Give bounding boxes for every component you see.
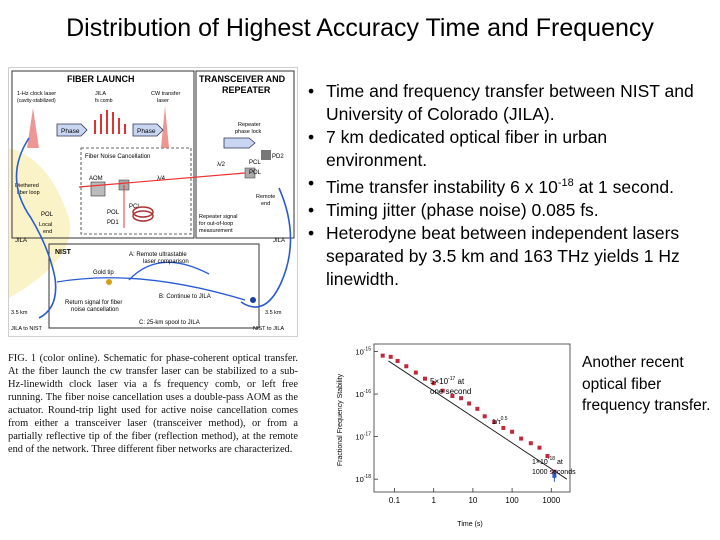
data-point xyxy=(483,414,487,418)
data-point xyxy=(423,377,427,381)
label-jila-to-nist: JILA to NIST xyxy=(11,326,42,332)
label-repeater-signal-3: measurement xyxy=(199,228,233,234)
label-continue-jila: B: Continue to JILA xyxy=(159,294,211,300)
label-phase-1: Phase xyxy=(61,128,80,135)
label-cw-laser: CW transfer xyxy=(151,91,181,97)
data-point xyxy=(467,402,471,406)
label-nist-to-jila: NIST to JILA xyxy=(253,326,285,332)
fiber-return-path xyxy=(57,278,245,300)
x-ticks xyxy=(389,488,561,505)
label-pcl-left: PCL xyxy=(129,204,141,210)
data-point xyxy=(381,354,385,358)
data-point xyxy=(396,359,400,363)
label-remote-end: Remote xyxy=(256,194,276,200)
data-point xyxy=(459,396,463,400)
junction-dot xyxy=(250,297,256,303)
data-point xyxy=(510,430,514,434)
label-repeater-lock-2: phase lock xyxy=(235,129,262,135)
data-point xyxy=(519,437,523,441)
y-tick-label: $10^{-17}$ xyxy=(355,431,371,442)
label-return-signal: Return signal for fiber xyxy=(65,300,123,306)
label-phase-2: Phase xyxy=(137,128,156,135)
label-km-left: 3.5 km xyxy=(11,310,28,316)
data-point xyxy=(537,446,541,450)
bullet-item xyxy=(306,199,701,222)
annotation-one-second-2: one second xyxy=(430,387,472,396)
label-pcl-right: PCL xyxy=(249,160,261,166)
label-lambda2: λ/2 xyxy=(217,162,226,168)
cw-laser-spectrum-icon xyxy=(161,106,169,148)
label-spool: C: 25-km spool to JILA xyxy=(139,320,200,326)
label-fiber-launch: FIBER LAUNCH xyxy=(67,74,135,84)
label-pol-local: POL xyxy=(41,212,54,218)
data-point xyxy=(501,426,505,430)
label-pd1: PD1 xyxy=(107,220,119,226)
label-fs-comb: fs comb xyxy=(95,98,113,104)
bullet-list xyxy=(306,80,701,291)
label-return-signal-2: noise cancellation xyxy=(71,307,119,313)
schematic-figure xyxy=(8,67,298,337)
pd2-detector xyxy=(261,150,271,160)
x-tick-label: 1 xyxy=(431,496,436,505)
label-clock-laser-sub: (cavity-stabilized) xyxy=(17,98,56,104)
label-repeater-signal: Repeater signal xyxy=(199,214,238,220)
label-jila-right: JILA xyxy=(273,238,286,244)
side-note: Another recent optical fiber frequency transfer. xyxy=(582,354,711,414)
data-point xyxy=(389,355,393,359)
bullet-text: Time and frequency transfer between NIST and University of Colorado (JILA). xyxy=(326,81,694,124)
x-tick-label: 10 xyxy=(468,496,478,505)
label-km-right: 3.5 km xyxy=(265,310,282,316)
schematic-diagram xyxy=(9,68,297,336)
data-point xyxy=(404,364,408,368)
x-axis-label: Time (s) xyxy=(457,521,483,528)
label-lambda4: λ/4 xyxy=(157,176,166,182)
frequency-comb-icon xyxy=(95,110,125,134)
gold-tip-icon xyxy=(106,279,112,285)
label-local-end: Local xyxy=(39,222,53,228)
bullet-text: Timing jitter (phase noise) 0.085 fs. xyxy=(326,199,599,220)
bullet-item xyxy=(306,172,701,199)
label-repeater: REPEATER xyxy=(222,85,271,95)
data-point xyxy=(475,407,479,411)
data-point xyxy=(414,371,418,375)
bullet-text: 7 km dedicated optical fiber in urban environment. xyxy=(326,127,608,170)
label-fiber-noise: Fiber Noise Cancellation xyxy=(85,154,151,160)
slide-title: Distribution of Highest Accuracy Time and Frequency xyxy=(66,14,654,42)
annotation-1000-seconds: $1\times 10^{-18}$ at xyxy=(532,456,563,466)
figure-caption: FIG. 1 (color online). Schematic for phase-coherent optical transfer. At the fiber launch the cw transfer laser can be stabilized to a sub-Hz-linewidth clock laser via a fs frequency comb, or left free running. The fiber noise cancellation uses a double-pass AOM as the actuator. Round-trip light used for active noise cancellation comes from either a transceiver laser (transceiver method), or from a partially reflective tip of the fiber (reflection method), at the remote end of the network. Three different fiber networks are characterized. xyxy=(8,353,298,455)
label-remote-end-2: end xyxy=(261,201,271,207)
stability-chart xyxy=(330,336,580,532)
label-fiber-loop: fiber loop xyxy=(17,190,40,196)
label-diethered: Diethered xyxy=(15,183,39,189)
bullet-text-sup: -18 xyxy=(557,177,574,189)
label-gold-tip: Gold tip xyxy=(93,270,114,276)
label-jila-left: JILA xyxy=(15,238,28,244)
label-pol-right: POL xyxy=(249,170,262,176)
bullet-text-post: at 1 second. xyxy=(573,176,674,197)
annotation-1000-seconds-2: 1000 seconds xyxy=(532,469,576,476)
clock-laser-spectrum-icon xyxy=(27,108,39,148)
label-remote-compare-2: laser comparison xyxy=(143,259,189,265)
y-tick-label: $10^{-16}$ xyxy=(355,389,371,400)
annotation-slope: $1/\tau^{0.5}$ xyxy=(492,416,508,426)
bullet-item xyxy=(306,222,701,291)
bullet-text: Heterodyne beat between independent lasers separated by 3.5 km and 163 THz yields 1 Hz linewidth. xyxy=(326,222,680,289)
x-tick-label: 0.1 xyxy=(388,496,401,505)
label-local-end-2: end xyxy=(43,229,53,235)
y-tick-label: $10^{-18}$ xyxy=(355,474,371,485)
repeater-lock-box xyxy=(224,138,255,148)
bullet-item xyxy=(306,80,701,126)
label-pd2: PD2 xyxy=(272,154,284,160)
y-tick-label: $10^{-15}$ xyxy=(355,346,371,357)
x-tick-label: 1000 xyxy=(542,496,561,505)
label-aom: AOM xyxy=(89,176,103,182)
label-remote-compare: A: Remote ultrastable xyxy=(129,252,187,258)
label-repeater-lock: Repeater xyxy=(238,122,261,128)
label-jila-comb: JILA xyxy=(95,91,107,97)
label-pol-left: POL xyxy=(107,210,120,216)
label-transceiver: TRANSCEIVER AND xyxy=(199,74,286,84)
label-clock-laser: 1-Hz clock laser xyxy=(17,91,57,97)
x-tick-label: 100 xyxy=(505,496,519,505)
y-axis-label: Fractional Frequency Stability xyxy=(337,373,344,467)
aom-device xyxy=(91,182,105,196)
annotation-one-second: $5\times 10^{-17}$ at xyxy=(430,376,465,386)
label-cw-laser-2: laser xyxy=(157,98,169,104)
label-repeater-signal-2: for out-of-loop xyxy=(199,221,234,227)
bullet-item xyxy=(306,126,701,172)
data-point xyxy=(529,441,533,445)
label-nist: NIST xyxy=(55,249,71,256)
bullet-text-pre: Time transfer instability 6 x 10 xyxy=(326,176,558,197)
y-ticks xyxy=(355,346,378,484)
